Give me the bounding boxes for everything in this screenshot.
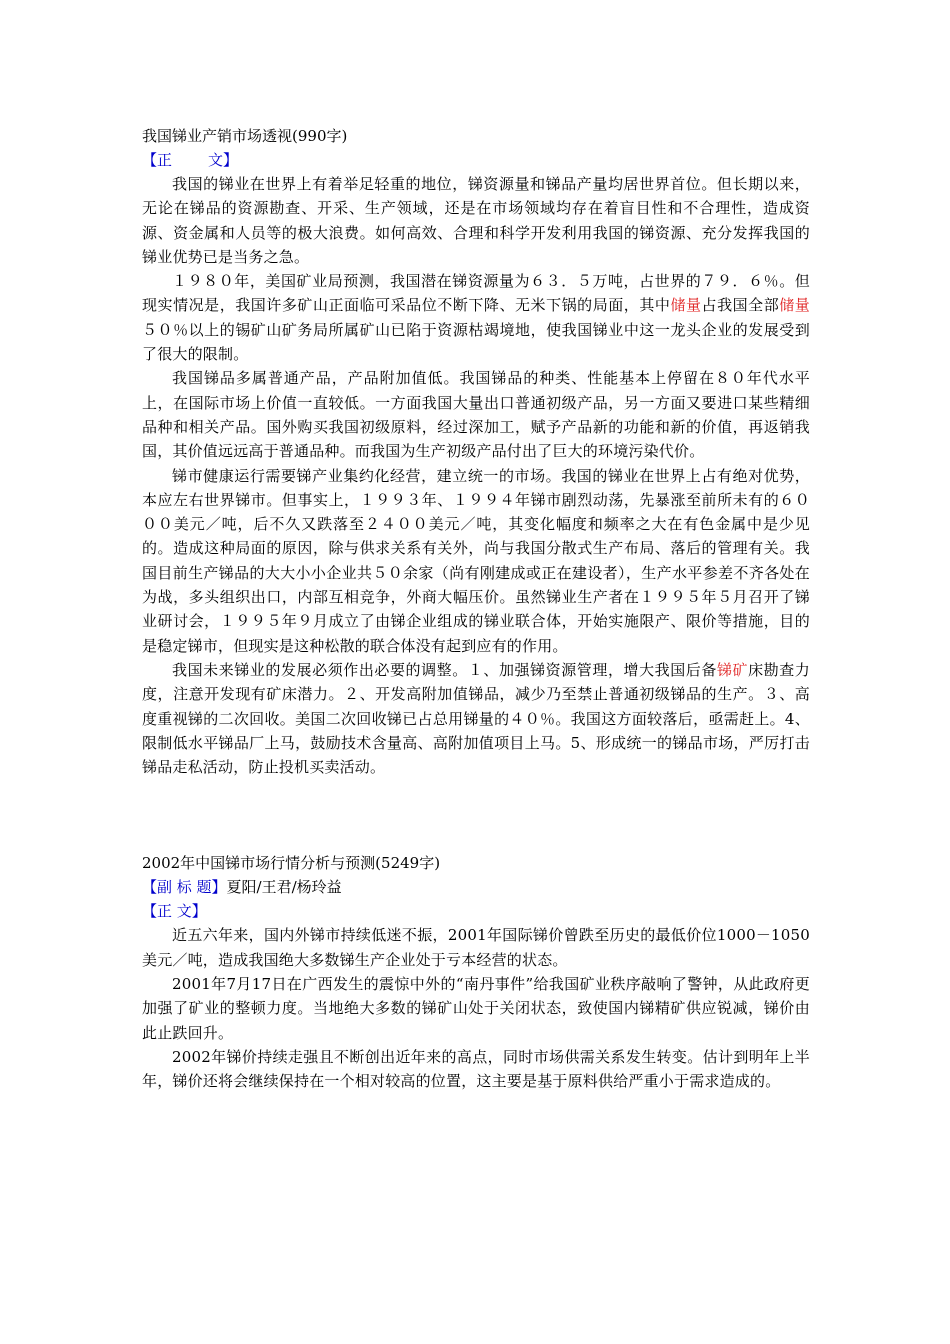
paragraph-text: １９８０年，美国矿业局预测，我国潜在锑资源量为６３．５万吨，占世界的７９．６％。但现实情况是，我国许多矿山正面临可采品位不断下降、无米下锅的局面，其中 — [142, 272, 810, 315]
body-tag-line — [142, 899, 810, 923]
paragraph-with-highlights — [142, 269, 810, 366]
highlight-keyword: 储量 — [779, 296, 810, 315]
paragraph-text: 床勘查力度，注意开发现有矿床潜力。２、开发高附加值锑品，减少乃至禁止普通初级锑品的生产。３、高度重视锑的二次回收。美国二次回收锑已占总用锑量的４０％。我国这方面较落后，亟需赶上。4、限制低水平锑品厂上马，鼓励技术含量高、高附加值项目上马。5、形成统一的锑品市场，严厉打击锑品走私活动，防止投机买卖活动。 — [142, 660, 810, 777]
article-title: 2002年中国锑市场行情分析与预测(5249字) — [142, 854, 441, 873]
paragraph: 我国的锑业在世界上有着举足轻重的地位，锑资源量和锑品产量均居世界首位。但长期以来，无论在锑品的资源勘查、开采、生产领域，还是在市场领域均存在着盲目性和不合理性，造成资源、资金属和人员等的极大浪费。如何高效、合理和科学开发利用我国的锑资源、充分发挥我国的锑业优势已是当务之急。 — [142, 175, 810, 266]
paragraph-text: 我国未来锑业的发展必须作出必要的调整。１、加强锑资源管理，增大我国后备 — [172, 660, 717, 679]
paragraph-text: ５０％以上的锡矿山矿务局所属矿山已陷于资源枯竭境地，使我国锑业中这一龙头企业的发展受到了很大的限制。 — [142, 320, 810, 364]
paragraph: 我国锑品多属普通产品，产品附加值低。我国锑品的种类、性能基本上停留在８０年代水平上，在国际市场上价值一直较低。一方面我国大量出口普通初级产品，另一方面又要进口某些精细品种和相关产品。国外购买我国初级原料，经过深加工，赋予产品新的功能和新的价值，再返销我国，其价值远远高于普通品种。而我国为生产初级产品付出了巨大的环境污染代价。 — [142, 369, 810, 461]
paragraph-text: 占我国全部 — [701, 296, 780, 315]
paragraph: 近五六年来，国内外锑市持续低迷不振，2001年国际锑价曾跌至历史的最低价位1000－1050美元／吨，造成我国绝大多数锑生产企业处于亏本经营的状态。 — [142, 926, 810, 969]
body-tag-open: 【正 — [142, 151, 173, 169]
article-antimony-market-overview — [142, 124, 810, 779]
document-page — [142, 124, 810, 1094]
paragraph: 锑市健康运行需要锑产业集约化经营，建立统一的市场。我国的锑业在世界上占有绝对优势，本应左右世界锑市。但事实上，１９９３年、１９９４年锑市剧烈动荡，先暴涨至前所未有的６０００美元／吨，后不久又跌落至２４００美元／吨，其变化幅度和频率之大在有色金属中是少见的。造成这种局面的原因，除与供求关系有关外，尚与我国分散式生产布局、落后的管理有关。我国目前生产锑品的大大小小企业共５０余家（尚有刚建成或正在建设者），生产水平参差不齐各处在为战，多头组织出口，内部互相竞争，外商大幅压价。虽然锑业生产者在１９９５年５月召开了锑业研讨会，１９９５年９月成立了由锑企业组成的锑业联合体，开始实施限产、限价等措施，目的是稳定锑市，但现实是这种松散的联合体没有起到应有的作用。 — [142, 466, 810, 655]
subtitle-tag: 【副 标 题】 — [142, 878, 227, 897]
paragraph: 2002年锑价持续走强且不断创出近年来的高点，同时市场供需关系发生转变。估计到明年上半年，锑价还将会继续保持在一个相对较高的位置，这主要是基于原料供给严重小于需求造成的。 — [142, 1047, 810, 1091]
article-2002-market-analysis — [142, 851, 810, 1093]
subtitle-line — [142, 875, 810, 899]
body-tag: 【正 文】 — [142, 902, 207, 921]
paragraph: 2001年7月17日在广西发生的震惊中外的“南丹事件”给我国矿业秩序敲响了警钟，从此政府更加强了矿业的整顿力度。当地绝大多数的锑矿山处于关闭状态，致使国内锑精矿供应锐减，锑价由此止跌回升。 — [142, 975, 810, 1042]
highlight-keyword: 储量 — [670, 296, 702, 315]
body-tag-close: 文】 — [208, 151, 239, 169]
subtitle-authors: 夏阳/王君/杨玲益 — [226, 878, 342, 897]
highlight-keyword: 锑矿 — [716, 660, 749, 679]
article-title: 我国锑业产销市场透视(990字) — [142, 127, 348, 145]
paragraph-with-highlights — [142, 658, 810, 779]
body-tag-line — [142, 148, 810, 172]
